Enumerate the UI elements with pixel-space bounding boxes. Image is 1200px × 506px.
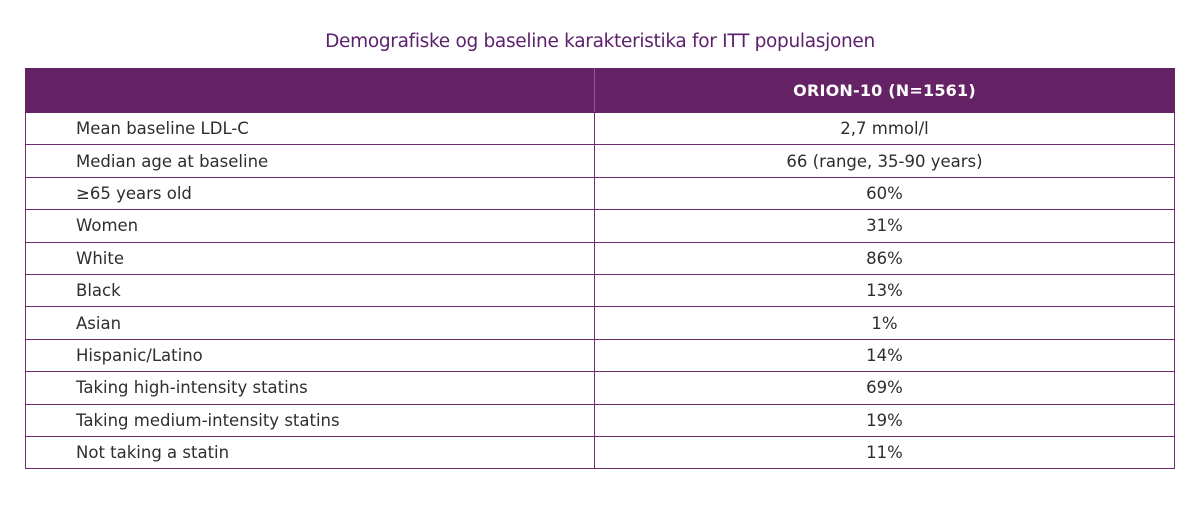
row-label: Not taking a statin — [26, 436, 595, 468]
table-row — [26, 242, 1175, 274]
table-row — [26, 274, 1175, 306]
row-value: 60% — [595, 177, 1175, 209]
row-label: Hispanic/Latino — [26, 339, 595, 371]
table-row — [26, 145, 1175, 177]
row-label: ≥65 years old — [26, 177, 595, 209]
row-value: 66 (range, 35-90 years) — [595, 145, 1175, 177]
header-cell-orion10: ORION-10 (N=1561) — [595, 69, 1175, 113]
row-value: 14% — [595, 339, 1175, 371]
demographics-table-container — [25, 68, 1174, 469]
table-row — [26, 307, 1175, 339]
row-value: 69% — [595, 372, 1175, 404]
row-value: 19% — [595, 404, 1175, 436]
row-value: 13% — [595, 274, 1175, 306]
table-row — [26, 113, 1175, 145]
row-label: Asian — [26, 307, 595, 339]
page-title: Demografiske og baseline karakteristika for ITT populasjonen — [325, 31, 875, 52]
row-value: 31% — [595, 210, 1175, 242]
table-header-row — [26, 69, 1175, 113]
row-label: Mean baseline LDL-C — [26, 113, 595, 145]
table-row — [26, 372, 1175, 404]
table-row — [26, 436, 1175, 468]
row-value: 11% — [595, 436, 1175, 468]
row-label: Taking high-intensity statins — [26, 372, 595, 404]
row-label: Women — [26, 210, 595, 242]
row-value: 1% — [595, 307, 1175, 339]
row-label: Median age at baseline — [26, 145, 595, 177]
table-row — [26, 177, 1175, 209]
row-label: Taking medium-intensity statins — [26, 404, 595, 436]
row-label: Black — [26, 274, 595, 306]
demographics-table — [25, 68, 1175, 469]
table-row — [26, 339, 1175, 371]
table-row — [26, 210, 1175, 242]
row-value: 86% — [595, 242, 1175, 274]
header-cell-characteristic — [26, 69, 595, 113]
row-value: 2,7 mmol/l — [595, 113, 1175, 145]
table-row — [26, 404, 1175, 436]
row-label: White — [26, 242, 595, 274]
